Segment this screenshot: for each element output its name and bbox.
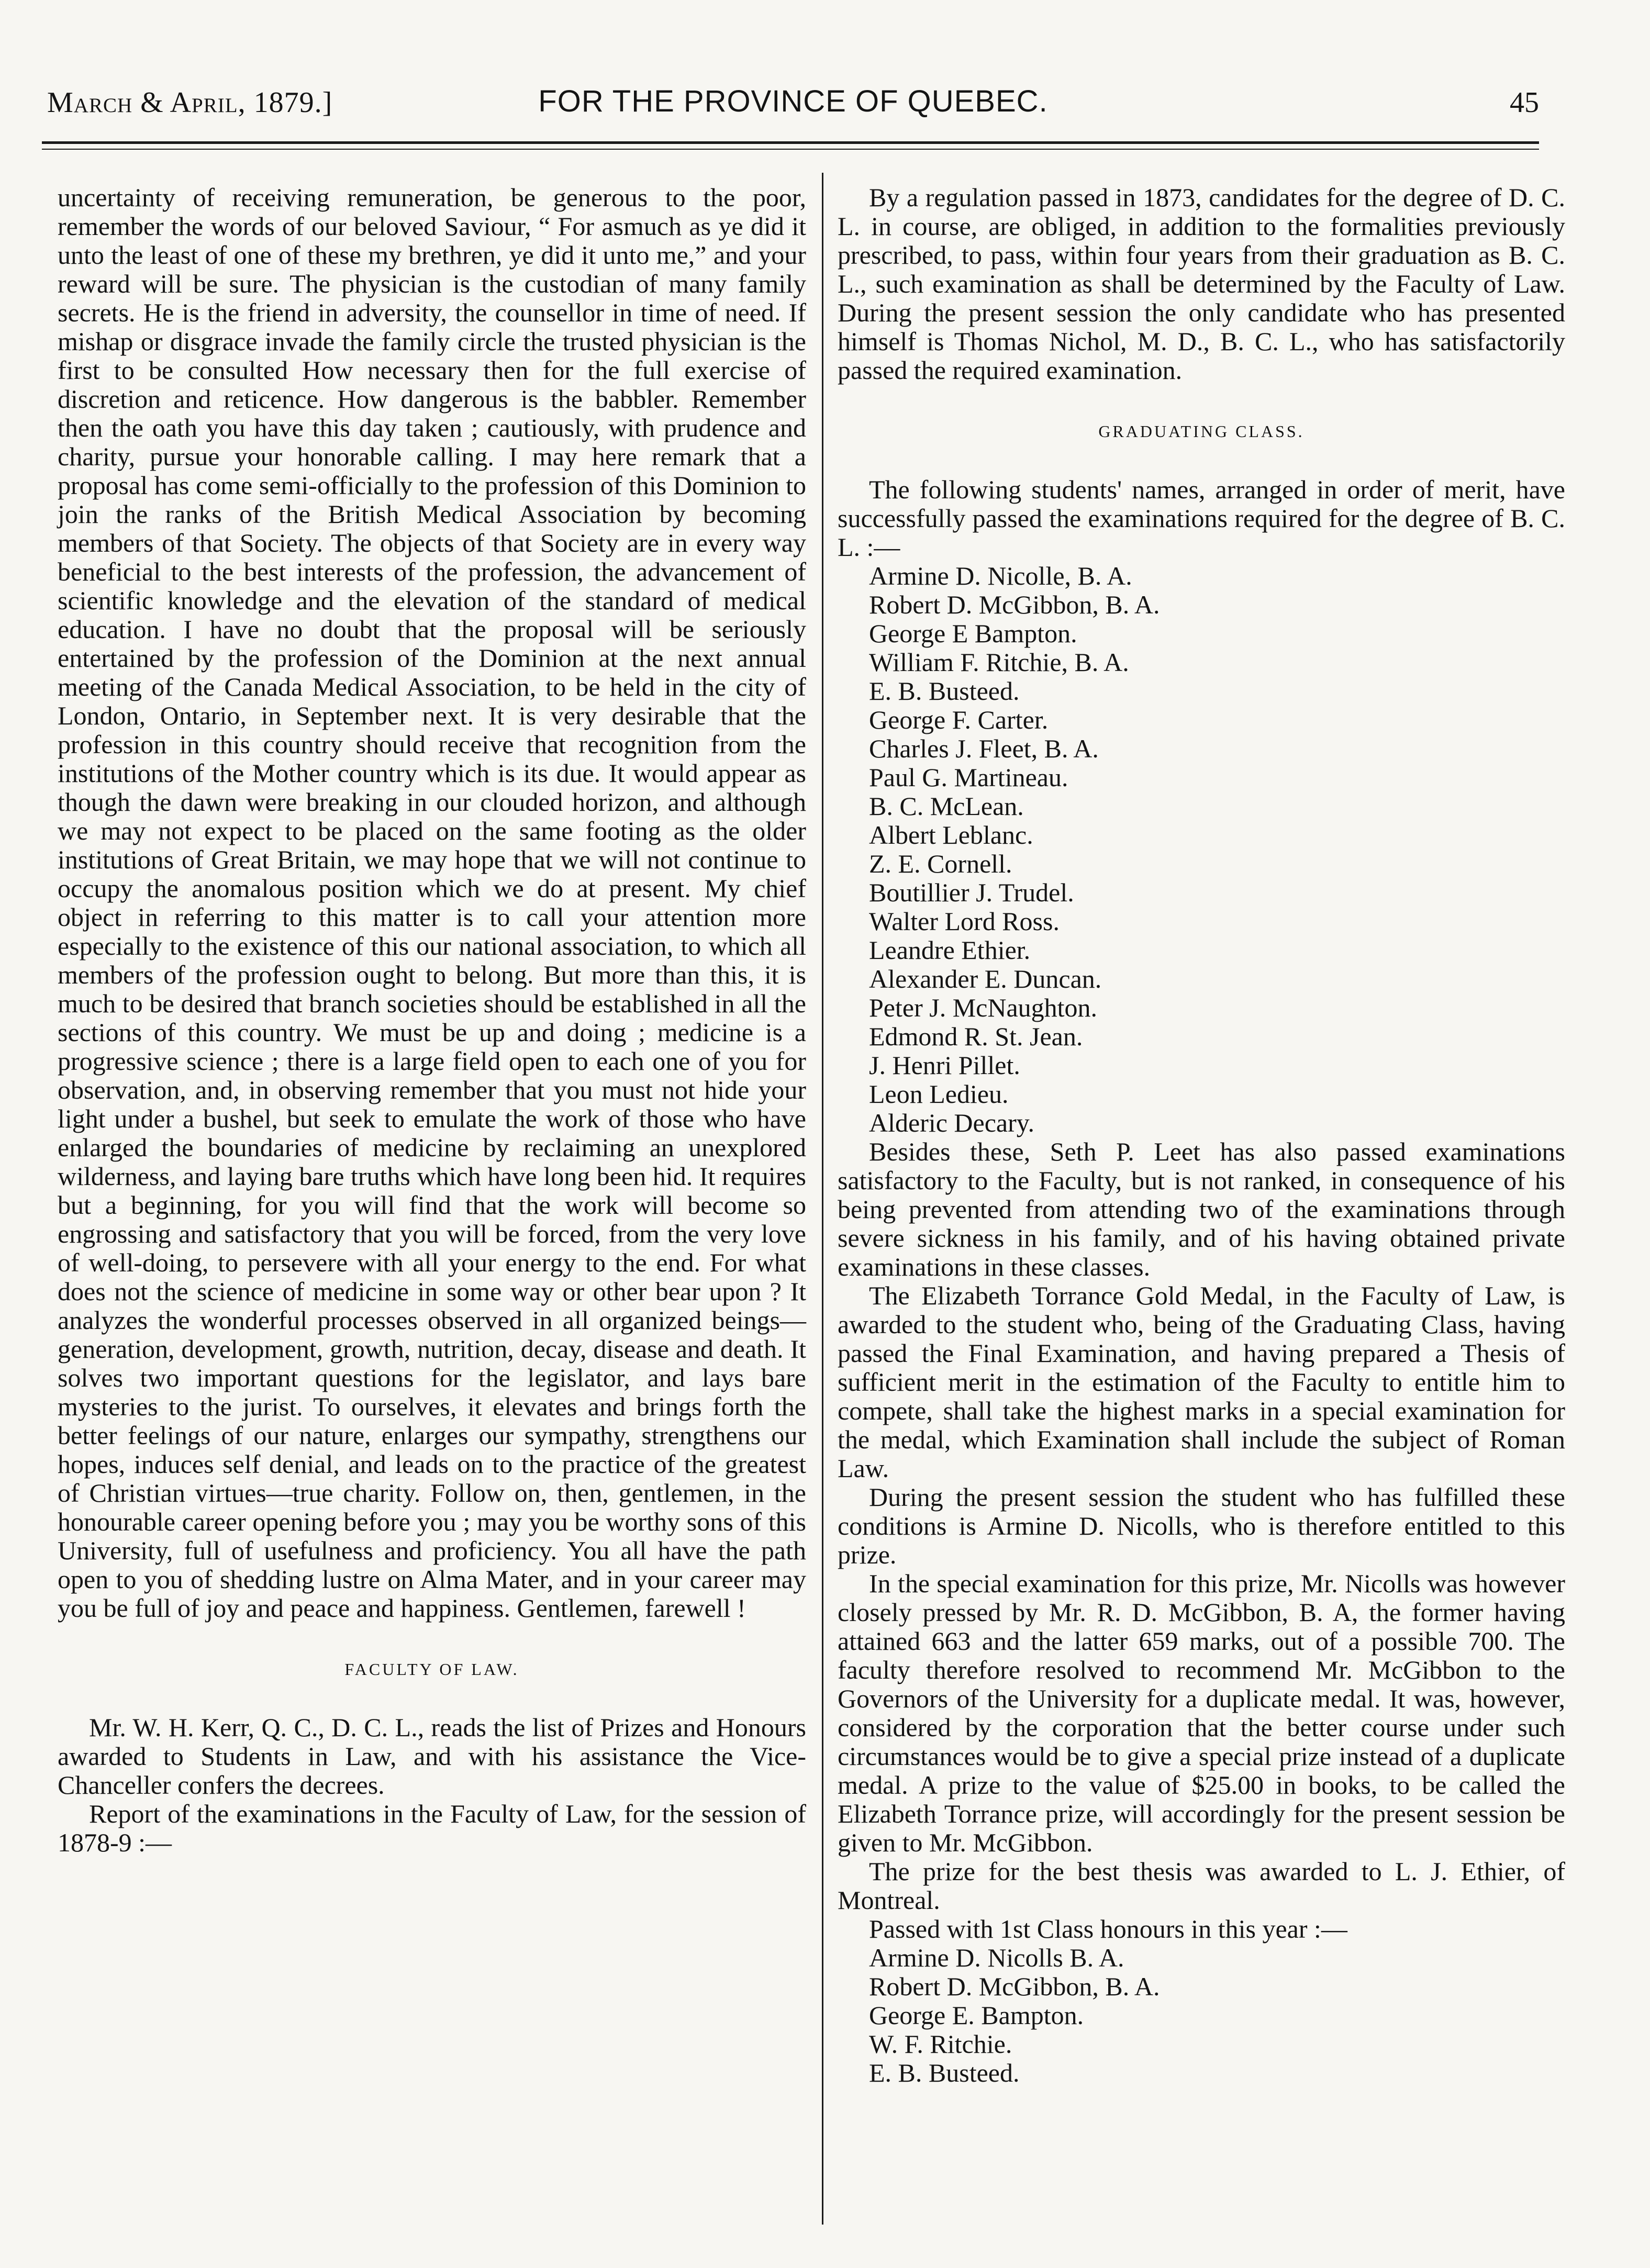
list-item: George F. Carter. — [869, 705, 1049, 734]
journal-title: FOR THE PROVINCE OF QUEBEC. — [538, 84, 1048, 118]
list-item: Edmond R. St. Jean. — [869, 1022, 1083, 1051]
honours-intro: Passed with 1st Class honours in this year :— — [869, 1914, 1347, 1943]
right-paragraph-regulation: By a regulation passed in 1873, candidates for the degree of D. C. L. in course, are obliged, in addition to the formalities previously prescribed, to pass, within four years from their graduation as B. C. L., such examination as shall be determined by the Faculty of Law. During the present session the only candidate who has presented himself is Thomas Nichol, M. D., B. C. L., who has satisfactorily passed the required examination. — [838, 183, 1565, 385]
list-item: George E. Bampton. — [869, 2001, 1084, 2030]
header-rule-thin — [42, 149, 1539, 150]
list-item: Alderic Decary. — [869, 1108, 1035, 1137]
header-rule-thick — [42, 141, 1539, 144]
issue-date: March & April, 1879.] — [47, 86, 333, 119]
column-divider — [822, 173, 823, 2225]
list-item: Leandre Ethier. — [869, 935, 1031, 965]
faculty-of-law-heading: FACULTY OF LAW. — [344, 1660, 519, 1679]
right-paragraph-leet: Besides these, Seth P. Leet has also passed examinations satisfactory to the Faculty, but is not ranked, in consequence of his being prevented from attending two of the examinations through severe sickness in his family, and of his having obtained private examinations in these classes. — [838, 1137, 1565, 1281]
right-paragraph-intro: The following students' names, arranged in order of merit, have successfully passed the examinations required for the degree of B. C. L. :— — [838, 475, 1565, 562]
left-paragraph-kerr: Mr. W. H. Kerr, Q. C., D. C. L., reads the list of Prizes and Honours awarded to Students in Law, and with his assistance the Vice-Chanceller confers the decrees. — [58, 1713, 806, 1800]
right-paragraph-special-exam: In the special examination for this prize, Mr. Nicolls was however closely pressed by Mr. R. D. McGibbon, B. A, the former having attained 663 and the latter 659 marks, out of a possible 700. The faculty therefore resolved to recommend Mr. McGibbon to the Governors of the University for a duplicate medal. It was, however, considered by the corporation that the better course under such circumstances would be to give a special prize instead of a duplicate medal. A prize to the value of $25.00 in books, to be called the Elizabeth Torrance prize, will accordingly for the present session be given to Mr. McGibbon. — [838, 1569, 1565, 1857]
graduates-list — [838, 562, 1565, 1137]
list-item: J. Henri Pillet. — [869, 1051, 1020, 1080]
graduating-class-heading: GRADUATING CLASS. — [1098, 422, 1305, 441]
list-item: Robert D. McGibbon, B. A. — [869, 1972, 1160, 2001]
list-item: Z. E. Cornell. — [869, 849, 1012, 878]
right-paragraph-thesis: The prize for the best thesis was awarded to L. J. Ethier, of Montreal. — [838, 1857, 1565, 1915]
right-paragraph-winner: During the present session the student who has fulfilled these conditions is Armine D. Nicolls, who is therefore entitled to this prize. — [838, 1482, 1565, 1569]
list-item: Peter J. McNaughton. — [869, 993, 1098, 1022]
left-column — [58, 183, 806, 1857]
left-paragraph-report: Report of the examinations in the Faculty of Law, for the session of 1878-9 :— — [58, 1799, 806, 1857]
list-item: W. F. Ritchie. — [869, 2029, 1012, 2059]
right-paragraph-medal: The Elizabeth Torrance Gold Medal, in the Faculty of Law, is awarded to the student who, being of the Graduating Class, having passed the Final Examination, and having prepared a Thesis of sufficient merit in the estimation of the Faculty to entitle him to compete, shall take the highest marks in a special examination for the medal, which Examination shall include the subject of Roman Law. — [838, 1281, 1565, 1483]
list-item: Walter Lord Ross. — [869, 907, 1060, 936]
left-paragraph-address: uncertainty of receiving remuneration, be generous to the poor, remember the words of our beloved Saviour, “ For asmuch as ye did it unto the least of one of these my brethren, ye did it unto me,” and your reward will be sure. The physician is the custodian of many family secrets. He is the friend in adversity, the counsellor in time of need. If mishap or disgrace invade the family circle the trusted physician is the first to be consulted How necessary then for the full exercise of discretion and reticence. How dangerous is the babbler. Remember then the oath you have this day taken ; cautiously, with prudence and charity, pursue your honorable calling. I may here remark that a proposal has come semi-officially to the profession of this Dominion to join the ranks of the British Medical Association by becoming members of that Society. The objects of that Society are in every way beneficial to the best interests of the profession, the advancement of scientific knowledge and the elevation of the standard of medical education. I have no doubt that the proposal will be seriously entertained by the profession of the Dominion at the next annual meeting of the Canada Medical Association, to be held in the city of London, Ontario, in September next. It is very desirable that the profession in this country should receive that recognition from the institutions of the Mother country which is its due. It would appear as though the dawn were breaking in our clouded horizon, and although we may not expect to be placed on the same footing as the older institutions of Great Britain, we may hope that we will not continue to occupy the anomalous position which we do at present. My chief object in referring to this matter is to call your attention more especially to the existence of this our national association, to which all members of the profession ought to belong. But more than this, it is much to be desired that branch societies should be established in all the sections of this country. We must be up and doing ; medicine is a progressive science ; there is a large field open to each one of you for observation, and, in observing remember that you must not hide your light under a bushel, but seek to emulate the work of those who have enlarged the boundaries of medicine by reclaiming an unexplored wilderness, and laying bare truths which have long been hid. It requires but a beginning, for you will find that the work will become so engrossing and satisfactory that you will be forced, from the very love of well-doing, to persevere with all your energy to the end. For what does not the science of medicine in some way or other bear upon ? It analyzes the wonderful processes observed in all organized beings—generation, development, growth, nutrition, decay, disease and death. It solves two important questions for the legislator, and lays bare mysteries to the jurist. To ourselves, it elevates and brings forth the better feelings of our nature, enlarges our sympathy, strengthens our hopes, induces self denial, and leads on to the practice of the greatest of Christian virtues—true charity. Follow on, then, gentlemen, in the honourable career opening before you ; may you be worthy sons of this University, full of usefulness and proficiency. You all have the path open to you of shedding lustre on Alma Mater, and in your career may you be full of joy and peace and happiness. Gentlemen, farewell ! — [58, 183, 806, 1623]
list-item: Boutillier J. Trudel. — [869, 878, 1074, 907]
list-item: Charles J. Fleet, B. A. — [869, 734, 1099, 763]
right-column — [838, 183, 1565, 2087]
list-item: E. B. Busteed. — [869, 2058, 1020, 2087]
list-item: Robert D. McGibbon, B. A. — [869, 590, 1160, 619]
list-item: Albert Leblanc. — [869, 820, 1033, 850]
list-item: Alexander E. Duncan. — [869, 964, 1102, 993]
list-item: Armine D. Nicolle, B. A. — [869, 561, 1132, 590]
list-item: Paul G. Martineau. — [869, 763, 1068, 792]
list-item: E. B. Busteed. — [869, 676, 1020, 706]
list-item: William F. Ritchie, B. A. — [869, 647, 1129, 677]
list-item: Armine D. Nicolls B. A. — [869, 1943, 1124, 1972]
honours-list — [838, 1943, 1565, 2087]
list-item: B. C. McLean. — [869, 791, 1024, 821]
list-item: Leon Ledieu. — [869, 1079, 1009, 1109]
page-number: 45 — [1510, 86, 1539, 119]
page-header — [47, 79, 1539, 126]
list-item: George E Bampton. — [869, 619, 1077, 648]
